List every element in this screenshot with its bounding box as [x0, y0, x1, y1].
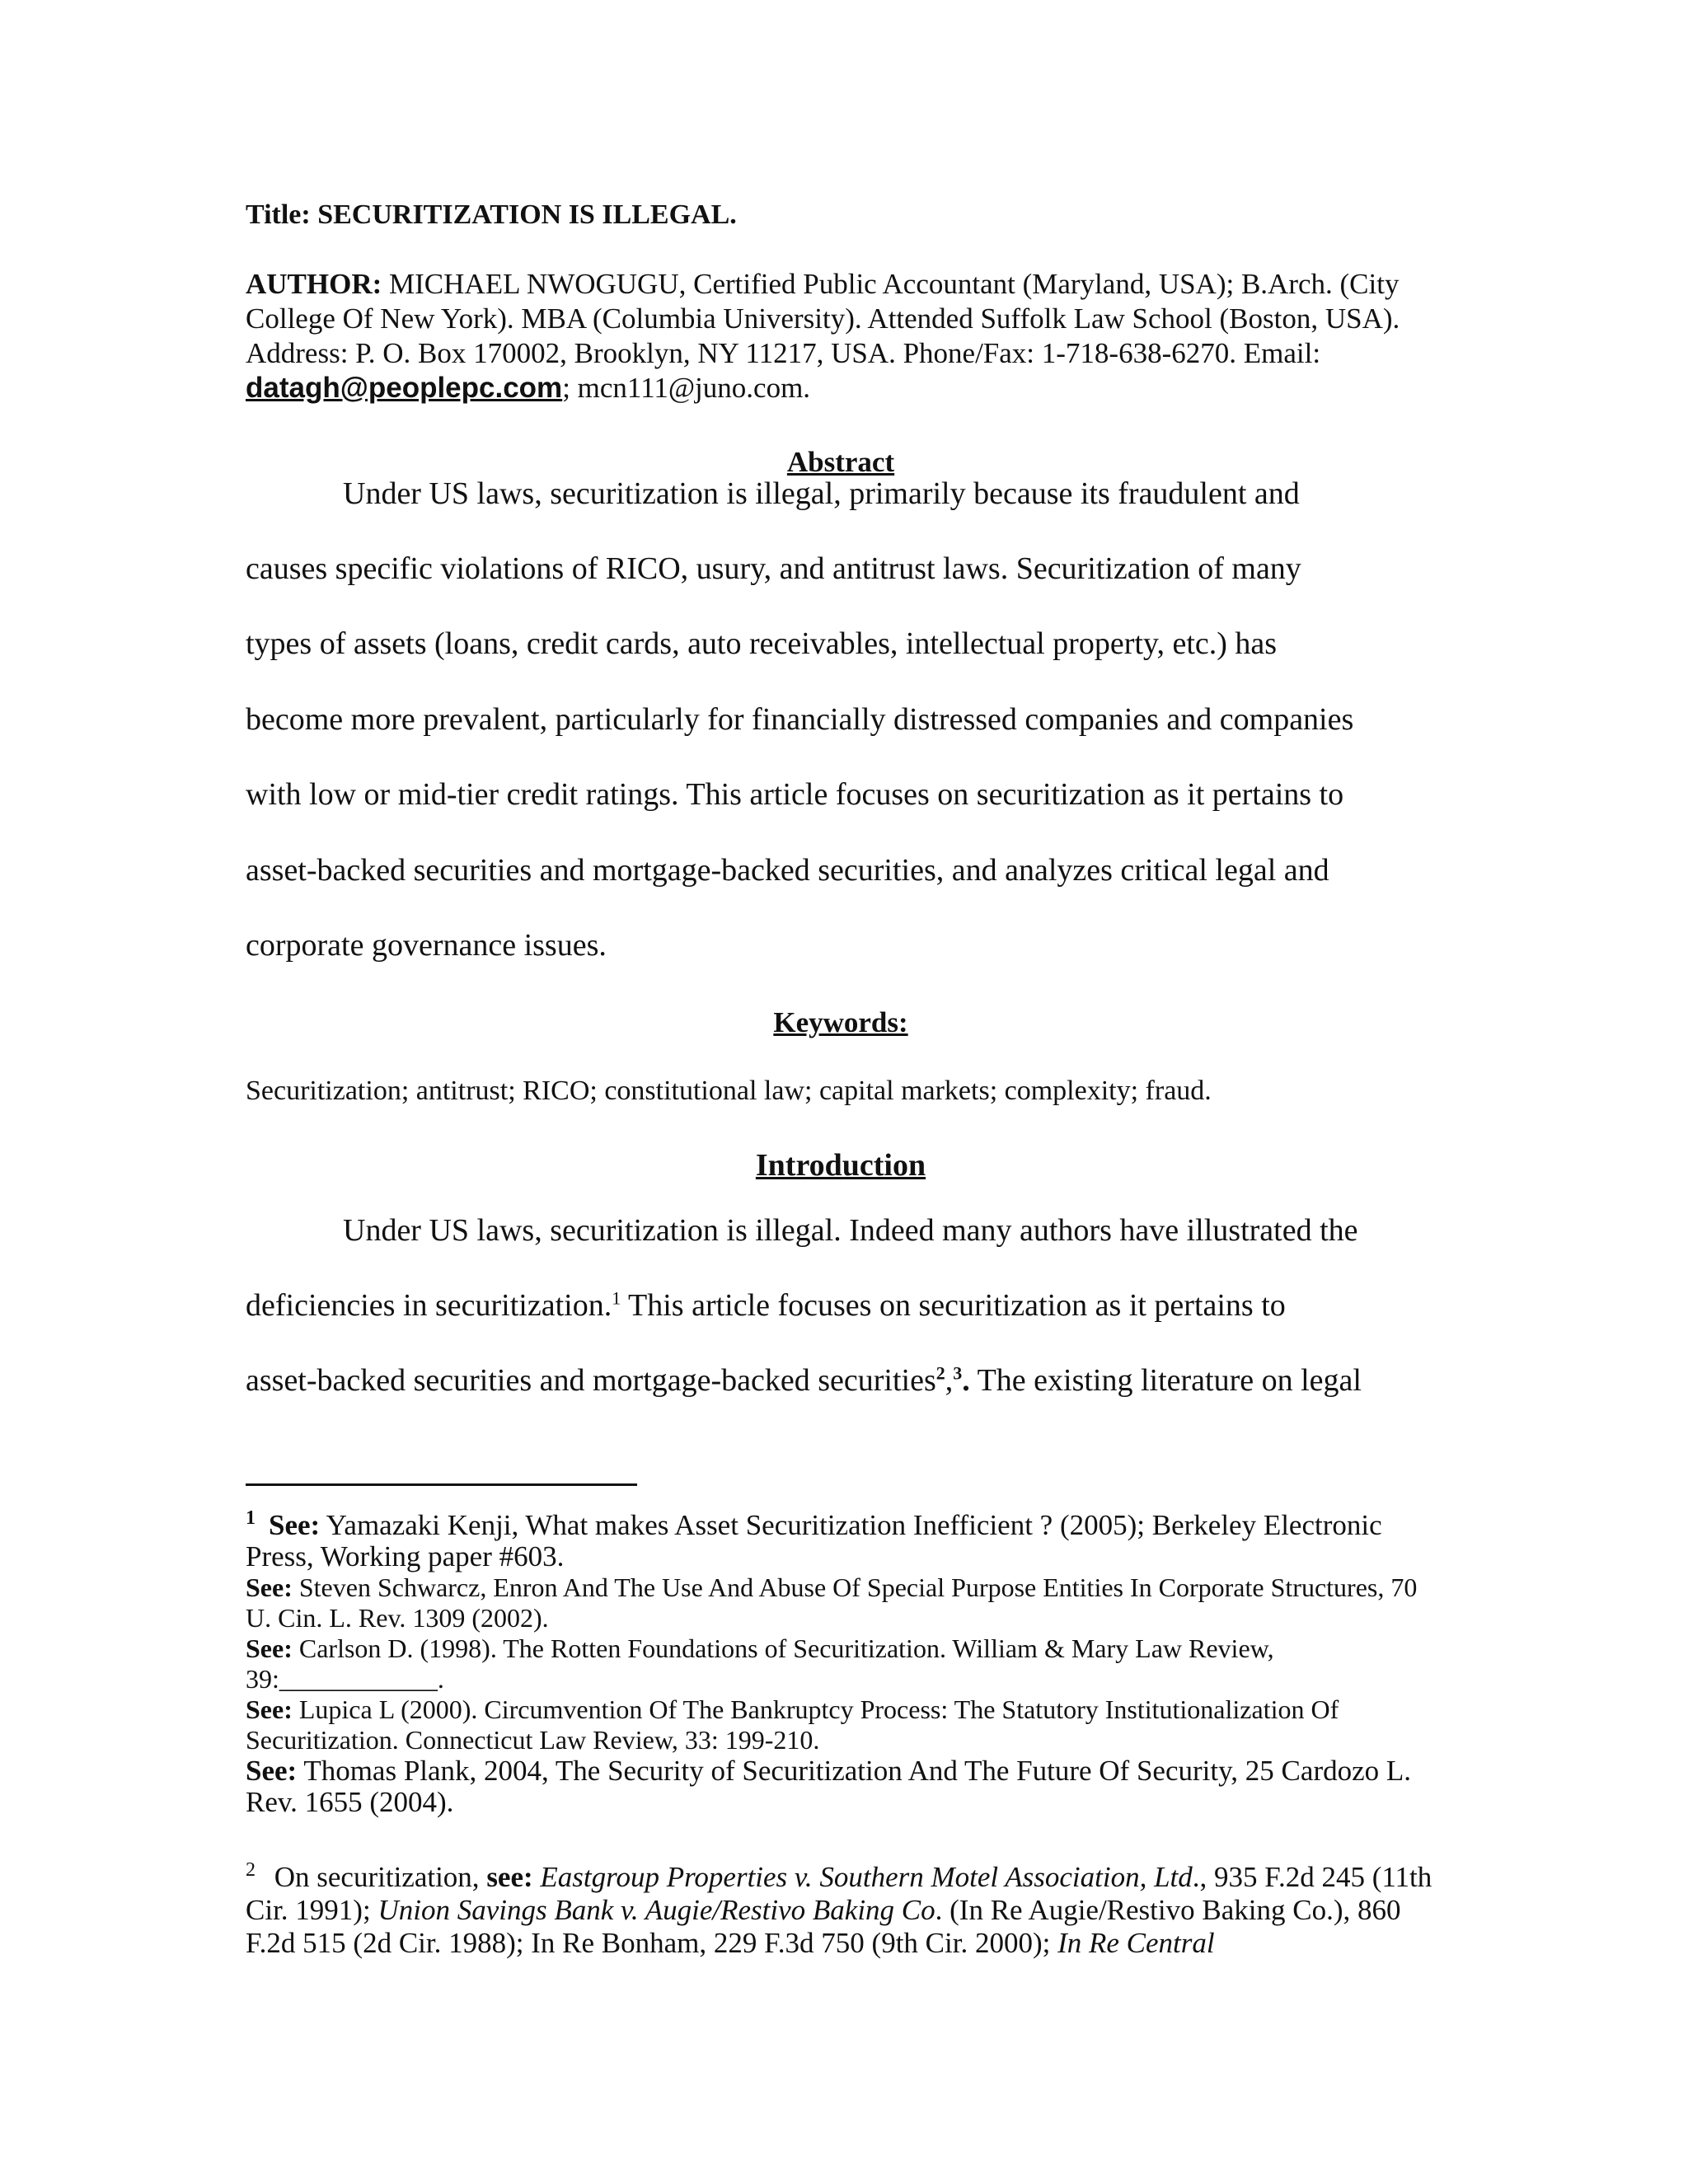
footnote-text: Thomas Plank, 2004, The Security of Securitization And The Future Of Security, 25 Cardozo L. Rev. 1655 (2004).: [246, 1755, 1412, 1818]
see-label: See:: [269, 1509, 321, 1541]
footnote-entry: [246, 1694, 1441, 1755]
abstract-line: types of assets (loans, credit cards, auto receivables, intellectual property, etc.) has: [246, 626, 1278, 661]
intro-line: [246, 1362, 1362, 1399]
footnote-entry: [246, 1755, 1441, 1818]
footnote-divider: [246, 1483, 637, 1486]
abstract-line: corporate governance issues.: [246, 928, 607, 963]
abstract-heading: Abstract: [786, 446, 895, 478]
intro-text: asset-backed securities and mortgage-backed securities: [246, 1363, 936, 1398]
footnote-ref[interactable]: 2: [935, 1362, 945, 1384]
footnote-text: Carlson D. (1998). The Rotten Foundations of Securitization. William & Mary Law Review, 39:____________.: [246, 1633, 1274, 1694]
case-name: In Re Central: [1057, 1927, 1215, 1959]
case-name: Union Savings Bank v. Augie/Restivo Baking Co: [377, 1894, 935, 1926]
footnote-text: Steven Schwarcz, Enron And The Use And Abuse Of Special Purpose Entities In Corporate Structures, 70 U. Cin. L. Rev. 1309 (2002).: [246, 1572, 1418, 1633]
paper-title: Title: SECURITIZATION IS ILLEGAL.: [246, 199, 737, 230]
see-label: see:: [486, 1861, 533, 1893]
footnote-text: . (In Re Augie/Restivo Baking Co.), 860 F.2d 515 (2d Cir. 1988); In Re Bonham, 229 F.3d 750 (9th Cir. 2000);: [246, 1894, 1401, 1959]
author-block: [246, 267, 1441, 405]
intro-text: ,: [945, 1363, 954, 1398]
abstract-line: become more prevalent, particularly for financially distressed companies and companies: [246, 702, 1354, 737]
footnote-text: ., 935 F.2d 245 (11th Cir. 1991);: [246, 1861, 1432, 1926]
case-name: Eastgroup Properties v. Southern Motel Association, Ltd: [540, 1861, 1193, 1893]
email-link[interactable]: datagh@peoplepc.com: [246, 372, 563, 404]
footnote-number: 1: [246, 1507, 256, 1530]
footnote-entry: [246, 1633, 1441, 1694]
footnote-entry: [246, 1572, 1441, 1633]
footnote-text: Yamazaki Kenji, What makes Asset Securitization Inefficient ? (2005); Berkeley Electronic Press, Working paper #603.: [246, 1509, 1382, 1572]
see-label: See:: [246, 1755, 298, 1787]
intro-text: deficiencies in securitization.: [246, 1288, 612, 1323]
keywords-heading: Keywords:: [773, 1006, 908, 1038]
intro-text: .: [962, 1363, 970, 1398]
author-details: MICHAEL NWOGUGU, Certified Public Accountant (Maryland, USA); B.Arch. (City College Of New York). MBA (Columbia University). Attended Suffolk Law School (Boston, USA). Address: P. O. Box 170002, Brooklyn, NY 11217, USA. Phone/Fax: 1-718-638-6270. Email:: [246, 268, 1400, 369]
abstract-line: causes specific violations of RICO, usury, and antitrust laws. Securitization of many: [246, 551, 1301, 586]
footnote-text: Lupica L (2000). Circumvention Of The Bankruptcy Process: The Statutory Institutionalization Of Securitization. Connecticut Law Review, 33: 199-210.: [246, 1694, 1339, 1755]
see-label: See:: [246, 1633, 293, 1663]
see-label: See:: [246, 1572, 293, 1602]
abstract-line: asset-backed securities and mortgage-backed securities, and analyzes critical legal and: [246, 853, 1329, 888]
intro-text: The existing literature on legal: [969, 1363, 1362, 1398]
intro-line: [246, 1287, 1286, 1324]
intro-line: Under US laws, securitization is illegal. Indeed many authors have illustrated the: [343, 1213, 1358, 1248]
footnote-entry: [246, 1507, 1441, 1572]
footnote-ref[interactable]: 3: [953, 1362, 963, 1384]
footnote-ref[interactable]: 1: [612, 1287, 621, 1309]
abstract-line: Under US laws, securitization is illegal, primarily because its fraudulent and: [343, 476, 1300, 511]
footnote-number: 2: [246, 1859, 256, 1882]
keywords-text: Securitization; antitrust; RICO; constitutional law; capital markets; complexity; fraud.: [246, 1076, 1212, 1106]
intro-text: This article focuses on securitization as it pertains to: [621, 1288, 1286, 1323]
footnote-1: [246, 1507, 1441, 1818]
see-label: See:: [246, 1694, 293, 1724]
footnote-2: [246, 1861, 1441, 1960]
author-label: AUTHOR:: [246, 268, 382, 300]
footnote-text: On securitization,: [267, 1861, 487, 1893]
abstract-line: with low or mid-tier credit ratings. This article focuses on securitization as it pertains to: [246, 777, 1344, 812]
introduction-heading: Introduction: [755, 1148, 926, 1183]
email-secondary: ; mcn111@juno.com.: [562, 372, 811, 404]
